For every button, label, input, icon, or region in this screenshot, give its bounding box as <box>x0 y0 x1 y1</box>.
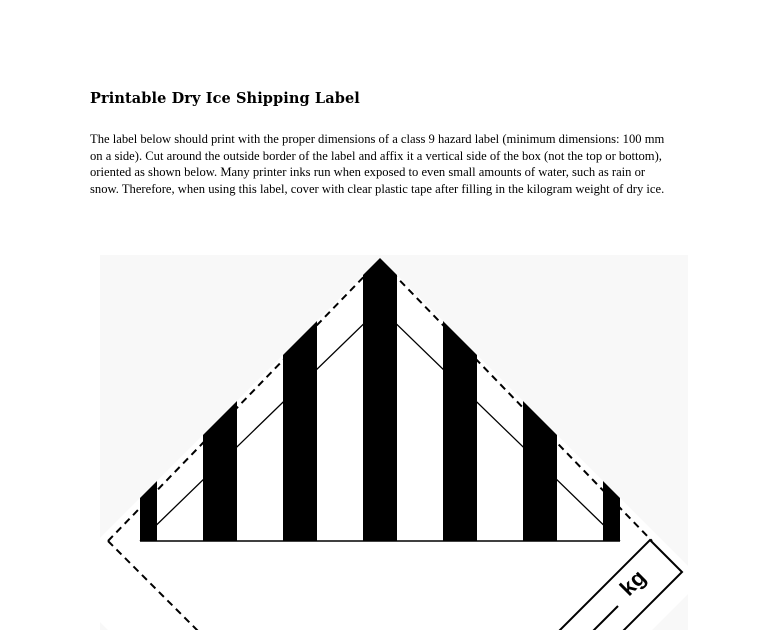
hazard-stripe <box>363 258 397 541</box>
page-title: Printable Dry Ice Shipping Label <box>90 90 360 107</box>
weight-unit-label: kg <box>614 564 651 601</box>
hazard-stripe <box>283 321 317 541</box>
instructions-paragraph: The label below should print with the proper dimensions of a class 9 hazard label (minimum dimensions: 100 mm on a side). Cut around the outside border of the label and affix it a vertical side of the box (not the top or bottom), oriented as shown below. Many printer inks run when exposed to even small amounts of water, such as rain or snow. Therefore, when using this label, cover with clear plastic tape after filling in the kilogram weight of dry ice. <box>90 132 665 196</box>
